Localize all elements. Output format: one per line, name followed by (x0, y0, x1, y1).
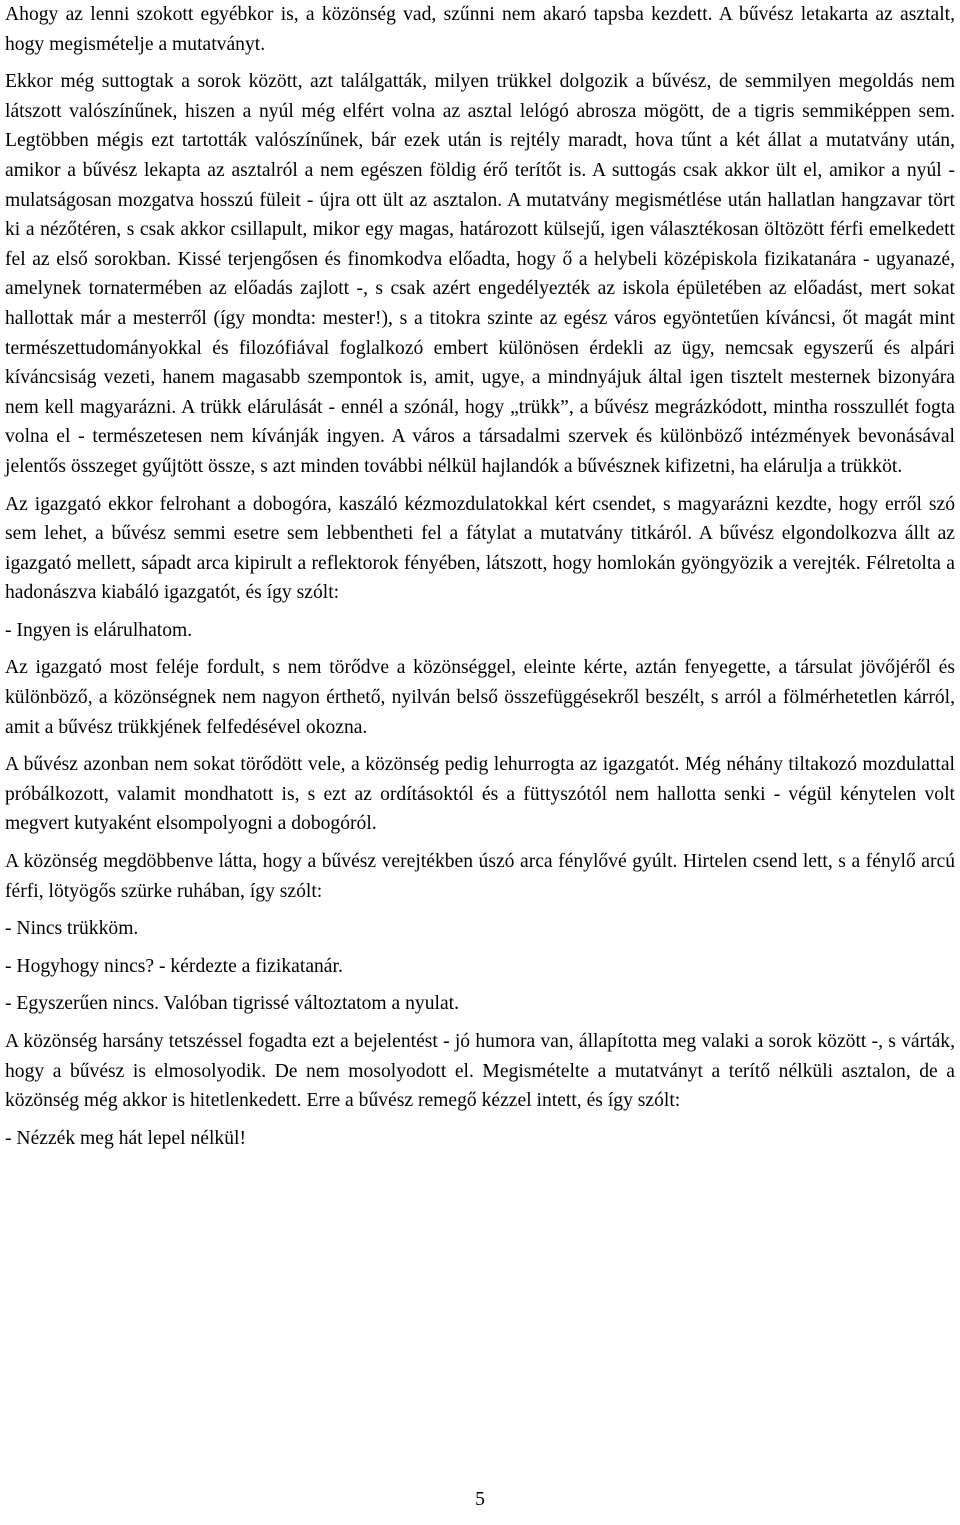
dialog-line-5: - Nézzék meg hát lepel nélkül! (5, 1127, 246, 1149)
paragraph-3: Az igazgató ekkor felrohant a dobogóra, kaszáló kézmozdulatokkal kért csendet, s magyarázni kezdte, hogy erről szó sem lehet, a bűvész semmi esetre sem lebbentheti fel a fátylat a mutatvány titkáról. A bűvész elgondolkozva állt az igazgató mellett, sápadt arca kipirult a reflektorok fényében, látszott, hogy homlokán gyöngyözik a verejték. Félretolta a hadonászva kiabáló igazgatót, és így szólt: (5, 493, 955, 604)
paragraph-1: Ahogy az lenni szokott egyébkor is, a közönség vad, szűnni nem akaró tapsba kezdett. A bűvész letakarta az asztalt, hogy megismételje a mutatványt. (5, 4, 955, 55)
dialog-line-4: - Egyszerűen nincs. Valóban tigrissé változtatom a nyulat. (5, 993, 459, 1015)
paragraph-5: A bűvész azonban nem sokat törődött vele, a közönség pedig lehurrogta az igazgatót. Még néhány tiltakozó mozdulattal próbálkozott, valamit mondhatott is, s ezt az ordításoktól és a füttyszótól nem hallotta senki - végül kénytelen volt megvert kutyaként elsompolyogni a dobogóról. (5, 754, 955, 835)
page-number: 5 (475, 1489, 485, 1510)
document-page (5, 0, 955, 1161)
paragraph-4: Az igazgató most feléje fordult, s nem törődve a közönséggel, eleinte kérte, aztán fenyegette, a társulat jövőjéről és különböző, a közönségnek nem nagyon érthető, nyilván belső összefüggésekről beszélt, s arról a fölmérhetetlen kárról, amit a bűvész trükkjének felfedésével okozna. (5, 657, 955, 738)
paragraph-2: Ekkor még suttogtak a sorok között, azt találgatták, milyen trükkel dolgozik a bűvész, de semmilyen megoldás nem látszott valószínűnek, hiszen a nyúl még elfért volna az asztal lelógó abrosza mögött, de a tigris semmiképpen sem. Legtöbben mégis ezt tartották valószínűnek, bár ezek után is rejtély maradt, hova tűnt a két állat a mutatvány után, amikor a bűvész lekapta az asztalról a nem egészen földig érő terítőt is. A suttogás csak akkor ült el, amikor a nyúl - mulatságosan mozgatva hosszú füleit - újra ott ült az asztalon. A mutatvány megismétlése után hallatlan hangzavar tört ki a nézőtéren, s csak akkor csillapult, mikor egy magas, határozott külsejű, igen választékosan öltözött férfi emelkedett fel az első sorokban. Kissé terjengősen és finomkodva előadta, hogy ő a helybeli középiskola fizikatanára - ugyanazé, amelynek tornatermében az előadás zajlott -, s csak azért engedélyezték az iskola épületében az előadást, mert sokat hallottak már a mesterről (így mondta: mester!), s a titokra szinte az egész város egyöntetűen kíváncsi, őt magát mint természettudományokkal és filozófiával foglalkozó embert különösen érdekli az ügy, nemcsak egyszerű és alpári kíváncsiság vezeti, hanem magasabb szempontok is, amit, ugye, a mindnyájuk által igen tisztelt mesternek bizonyára nem kell magyarázni. A trükk elárulását - ennél a szónál, hogy „trükk”, a bűvész megrázkódott, mintha rosszullét fogta volna el - természetesen nem kívánják ingyen. A város a társadalmi szervek és különböző intézmények bevonásával jelentős összeget gyűjtött össze, s azt minden további nélkül hajlandók a bűvésznek kifizetni, ha elárulja a trükköt. (5, 71, 955, 477)
dialog-line-3: - Hogyhogy nincs? - kérdezte a fizikatanár. (5, 955, 343, 977)
paragraph-6: A közönség megdöbbenve látta, hogy a bűvész verejtékben úszó arca fénylővé gyúlt. Hirtelen csend lett, s a fénylő arcú férfi, lötyögős szürke ruhában, így szólt: (5, 851, 955, 902)
dialog-line-1: - Ingyen is elárulhatom. (5, 619, 193, 641)
dialog-line-2: - Nincs trükköm. (5, 918, 139, 940)
paragraph-7: A közönség harsány tetszéssel fogadta ezt a bejelentést - jó humora van, állapította meg valaki a sorok között -, s várták, hogy a bűvész is elmosolyodik. De nem mosolyodott el. Megismételte a mutatványt a terítő nélküli asztalon, de a közönség még akkor is hitetlenkedett. Erre a bűvész remegő kézzel intett, és így szólt: (5, 1031, 955, 1112)
